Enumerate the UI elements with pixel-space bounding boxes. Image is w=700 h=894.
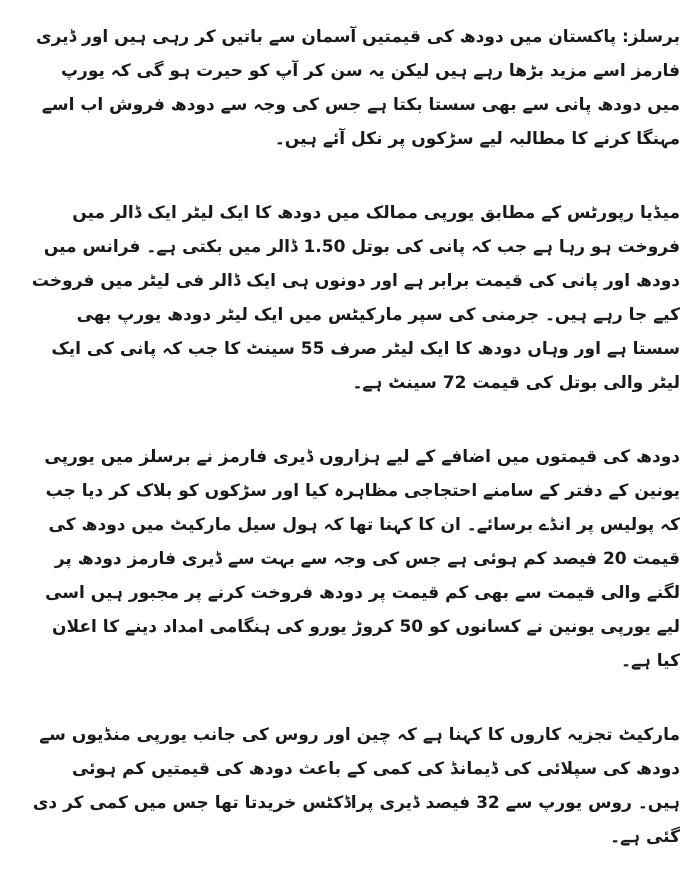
article-paragraph: مارکیٹ تجزیہ کاروں کا کہنا ہے کہ چین اور روس کی جانب یورپی منڈیوں سے دودھ کی سپلائی کی ڈیمانڈ کی کمی کے باعث دودھ کی قیمتیں کم ہوئی ہیں۔ روس یورپ سے 32 فیصد ڈیری پراڈکٹس خریدتا تھا جس میں کمی کر دی گئی ہے۔ — [32, 725, 680, 847]
article-body — [30, 0, 680, 894]
article-paragraph: میڈیا رپورٹس کے مطابق یورپی ممالک میں دودھ کا ایک لیٹر ایک ڈالر میں فروخت ہو رہا ہے جب کہ پانی کی بوتل 1.50 ڈالر میں بکتی ہے۔ فرانس میں دودھ اور پانی کی قیمت برابر ہے اور دونوں ہی ایک ڈالر فی لیٹر میں فروخت کیے جا رہے ہیں۔ جرمنی کی سپر مارکیٹس میں ایک لیٹر دودھ یورپ بھی سستا ہے اور وہاں دودھ کا ایک لیٹر صرف 55 سینٹ کا جب کہ پانی کی ایک لیٹر والی بوتل کی قیمت 72 سینٹ ہے۔ — [31, 203, 680, 393]
article-paragraph: دودھ کی قیمتوں میں اضافے کے لیے ہزاروں ڈیری فارمز نے برسلز میں یورپی یونین کے دفتر کے سامنے احتجاجی مظاہرہ کیا اور سڑکوں کو بلاک کر دیا جب کہ پولیس پر انڈے برسائے۔ ان کا کہنا تھا کہ ہول سیل مارکیٹ میں دودھ کی قیمت 20 فیصد کم ہوئی ہے جس کی وجہ سے بہت سے ڈیری فارمز دودھ پر لگنے والی قیمت سے بھی کم قیمت پر دودھ فروخت کرنے پر مجبور ہیں اسی لیے یورپی یونین نے کسانوں کو 50 کروڑ یورو کی ہنگامی امداد دینے کا اعلان کیا ہے۔ — [44, 447, 680, 671]
article-paragraph: برسلز: پاکستان میں دودھ کی قیمتیں آسمان سے باتیں کر رہی ہیں اور ڈیری فارمز اسے مزید بڑھا رہے ہیں لیکن یہ سن کر آپ کو حیرت ہو گی کہ یورپ میں دودھ پانی سے بھی سستا بکتا ہے جس کی وجہ سے دودھ فروش اب اسے مہنگا کرنے کا مطالبہ لیے سڑکوں پر نکل آئے ہیں۔ — [36, 27, 680, 149]
